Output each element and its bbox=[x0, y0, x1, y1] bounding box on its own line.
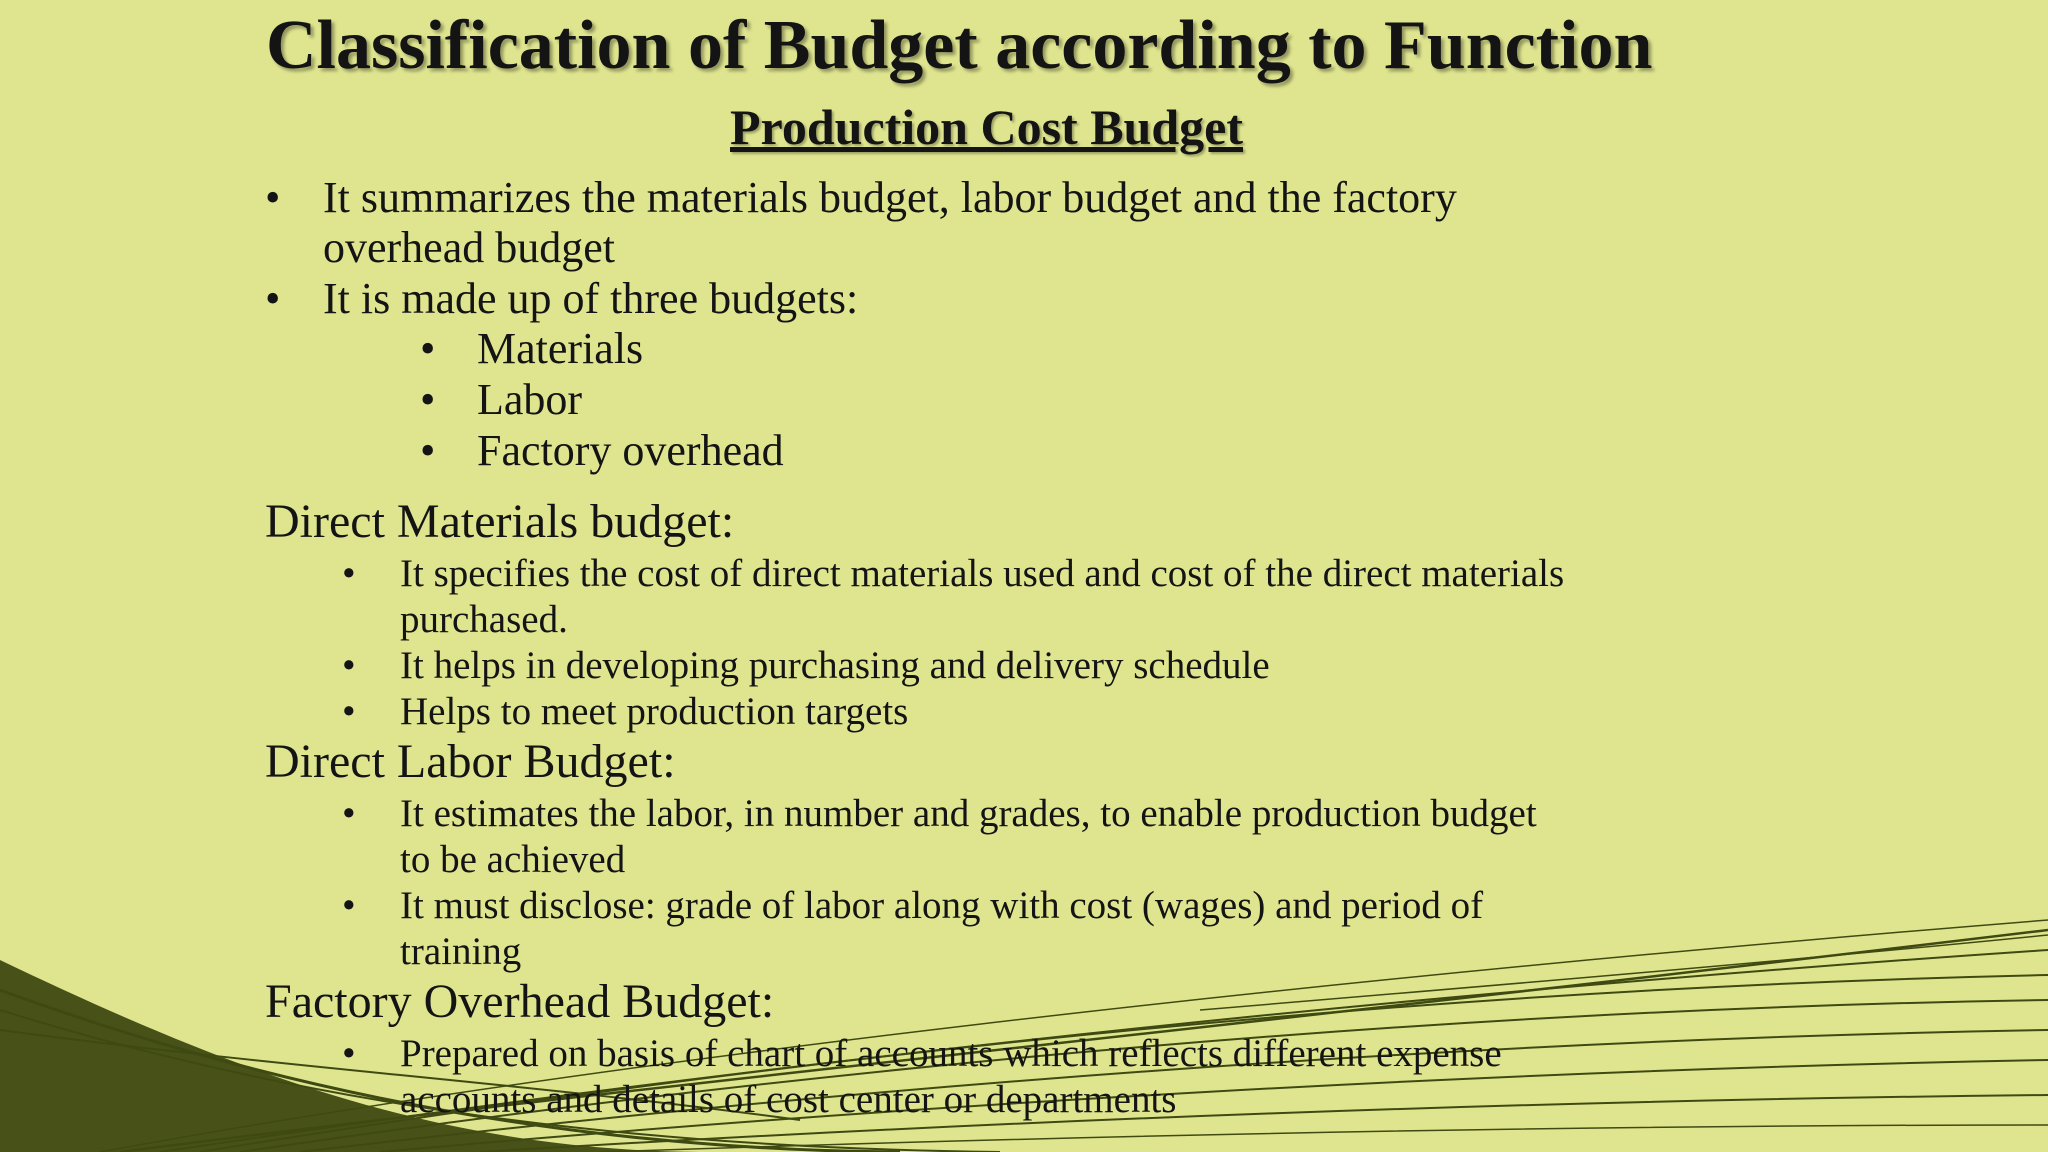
slide-subtitle: Production Cost Budget bbox=[730, 99, 1244, 155]
bullet-icon: • bbox=[420, 426, 436, 475]
bullet-text: training bbox=[400, 930, 522, 973]
bullet-text: It must disclose: grade of labor along with cost (wages) and period of bbox=[400, 884, 1484, 927]
bullet-text: Prepared on basis of chart of accounts which reflects different expense bbox=[400, 1032, 1502, 1075]
bullet-icon: • bbox=[342, 690, 356, 733]
bullet-text: purchased. bbox=[400, 598, 568, 641]
section-heading: Direct Labor Budget: bbox=[265, 735, 676, 788]
bullet-text: It estimates the labor, in number and grades, to enable production budget bbox=[400, 792, 1537, 835]
bullet-icon: • bbox=[342, 1032, 356, 1075]
bullet-text: It is made up of three budgets: bbox=[323, 274, 859, 323]
bullet-icon: • bbox=[265, 173, 281, 222]
bullet-icon: • bbox=[265, 274, 281, 323]
bullet-text: Helps to meet production targets bbox=[400, 690, 909, 733]
bullet-icon: • bbox=[420, 324, 436, 373]
bullet-text: It helps in developing purchasing and delivery schedule bbox=[400, 644, 1270, 687]
bullet-icon: • bbox=[420, 375, 436, 424]
section-heading: Direct Materials budget: bbox=[265, 495, 735, 548]
bullet-text: accounts and details of cost center or departments bbox=[400, 1078, 1177, 1121]
section-heading: Factory Overhead Budget: bbox=[265, 975, 775, 1028]
bullet-text: overhead budget bbox=[323, 223, 615, 272]
bullet-icon: • bbox=[342, 644, 356, 687]
bullet-icon: • bbox=[342, 792, 356, 835]
bullet-text: It summarizes the materials budget, labor budget and the factory bbox=[323, 173, 1457, 222]
bullet-text: It specifies the cost of direct materials used and cost of the direct materials bbox=[400, 552, 1565, 595]
sub-item: Factory overhead bbox=[477, 426, 784, 475]
bullet-icon: • bbox=[342, 552, 356, 595]
slide-title: Classification of Budget according to Function bbox=[266, 7, 1653, 84]
bullet-text: to be achieved bbox=[400, 838, 626, 881]
bullet-icon: • bbox=[342, 884, 356, 927]
sub-item: Materials bbox=[477, 324, 644, 373]
sub-item: Labor bbox=[477, 375, 583, 424]
